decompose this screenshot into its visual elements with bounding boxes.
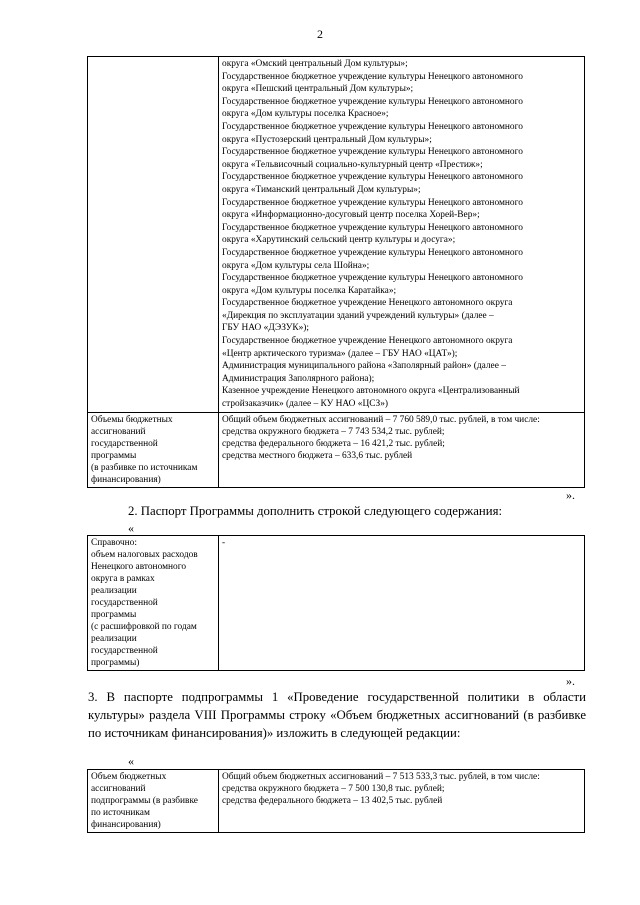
budget-label-cell (88, 412, 219, 487)
closing-quote: ». (566, 674, 575, 688)
text-line: финансирования) (91, 820, 161, 830)
text-line: Государственное бюджетное учреждение культуры Ненецкого автономного (222, 273, 523, 284)
text-line: Государственное бюджетное учреждение культуры Ненецкого автономного (222, 71, 523, 82)
text-line: Государственное бюджетное учреждение культуры Ненецкого автономного (222, 247, 523, 258)
text-line: Ненецкого автономного (91, 562, 187, 572)
text-line: округа «Пешский центральный Дом культуры»; (222, 84, 414, 95)
text-line: средства федерального бюджета – 16 421,2 тыс. рублей; (222, 438, 445, 449)
text-line: реализации (91, 634, 137, 644)
text-line: округа в рамках (91, 574, 155, 584)
text-line: Казенное учреждение Ненецкого автономного округа «Централизованный (222, 386, 520, 397)
subprogram-budget-row (88, 770, 585, 833)
tax-expenditure-value-cell: - (219, 536, 585, 671)
page-number: 2 (317, 27, 323, 41)
text-line: средства местного бюджета – 633,6 тыс. рублей (222, 450, 413, 461)
text-line: финансирования) (91, 474, 161, 485)
text-line: Государственное бюджетное учреждение Ненецкого автономного округа (222, 336, 513, 347)
text-line: Государственное бюджетное учреждение культуры Ненецкого автономного (222, 197, 523, 208)
program-passport-table (87, 56, 585, 488)
text-line: округа «Информационно-досуговый центр поселка Хорей-Вер»; (222, 210, 480, 221)
text-line: округа «Дом культуры поселка Каратайка»; (222, 285, 397, 296)
text-line: объем налоговых расходов (91, 550, 198, 560)
text-line: Справочно: (91, 538, 137, 548)
text-line: ассигнований (91, 784, 146, 794)
closing-quote: ». (566, 488, 575, 502)
executors-row (88, 57, 585, 413)
text-line: округа «Дом культуры села Шойна»; (222, 260, 370, 271)
subprogram-budget-table (87, 769, 585, 833)
text-line: программы (91, 610, 137, 620)
subprogram-budget-value-cell (219, 770, 585, 833)
text-line: Объем бюджетных (91, 772, 167, 782)
text-line: по источникам (91, 808, 150, 818)
text-line: округа «Омский центральный Дом культуры»; (222, 59, 408, 69)
text-line: реализации (91, 586, 137, 596)
text-line: (с расшифровкой по годам (91, 622, 197, 632)
text-line: средства окружного бюджета – 7 500 130,8 тыс. рублей; (222, 784, 445, 794)
tax-expenditure-label-cell (88, 536, 219, 671)
text-line: Администрация Заполярного района); (222, 373, 375, 384)
text-line: ассигнований (91, 426, 146, 437)
text-line: государственной (91, 598, 158, 608)
text-line: Общий объем бюджетных ассигнований – 7 760 589,0 тыс. рублей, в том числе: (222, 414, 540, 425)
text-line: округа «Тиманский центральный Дом культуры»; (222, 184, 421, 195)
opening-quote: « (128, 754, 134, 768)
text-line: «Центр арктического туризма» (далее – ГБУ НАО «ЦАТ»); (222, 348, 458, 359)
text-line: Государственное бюджетное учреждение культуры Ненецкого автономного (222, 222, 523, 233)
paragraph-2: 2. Паспорт Программы дополнить строкой следующего содержания: (128, 504, 503, 518)
subprogram-budget-label-cell (88, 770, 219, 833)
executors-label-cell (88, 57, 219, 413)
text-line: Администрация муниципального района «Заполярный район» (далее – (222, 361, 506, 372)
text-line: Государственное бюджетное учреждение Ненецкого автономного округа (222, 298, 513, 309)
text-line: государственной (91, 438, 158, 449)
text-line: округа «Пустозерский центральный Дом культуры»; (222, 134, 432, 145)
text-line: программы) (91, 658, 140, 668)
text-line: округа «Тельвисочный социально-культурный центр «Престиж»; (222, 159, 483, 170)
text-line: ГБУ НАО «ДЭЗУК»); (222, 323, 310, 334)
text-line: Общий объем бюджетных ассигнований – 7 513 533,3 тыс. рублей, в том числе: (222, 772, 540, 782)
budget-value-cell (219, 412, 585, 487)
tax-expenditure-table (87, 535, 585, 671)
text-line: стройзаказчик» (далее – КУ НАО «ЦСЗ») (222, 399, 388, 410)
text-line: «Дирекция по эксплуатации зданий учреждений культуры» (далее – (222, 310, 494, 321)
text-line: государственной (91, 646, 158, 656)
text-line: (в разбивке по источникам (91, 462, 198, 473)
opening-quote: « (128, 521, 134, 535)
budget-row (88, 412, 585, 487)
text-line: программы (91, 450, 137, 461)
tax-expenditure-row (88, 536, 585, 671)
text-line: округа «Дом культуры поселка Красное»; (222, 109, 389, 120)
paragraph-3: 3. В паспорте подпрограммы 1 «Проведение государственной политики в области культуры» раздела VIII Программы строку «Объем бюджетных ассигнований (в разбивке по источникам финансирования)» изложить в следующей редакции: (88, 690, 586, 740)
text-line: округа «Харутинский сельский центр культуры и досуга»; (222, 235, 456, 246)
text-line: Государственное бюджетное учреждение культуры Ненецкого автономного (222, 147, 523, 158)
text-line: средства окружного бюджета – 7 743 534,2 тыс. рублей; (222, 426, 445, 437)
text-line: Государственное бюджетное учреждение культуры Ненецкого автономного (222, 121, 523, 132)
text-line: подпрограммы (в разбивке (91, 796, 198, 806)
text-line: средства федерального бюджета – 13 402,5 тыс. рублей (222, 796, 443, 806)
executors-value-cell (219, 57, 585, 413)
text-line: Государственное бюджетное учреждение культуры Ненецкого автономного (222, 96, 523, 107)
text-line: Объемы бюджетных (91, 414, 173, 425)
text-line: Государственное бюджетное учреждение культуры Ненецкого автономного (222, 172, 523, 183)
